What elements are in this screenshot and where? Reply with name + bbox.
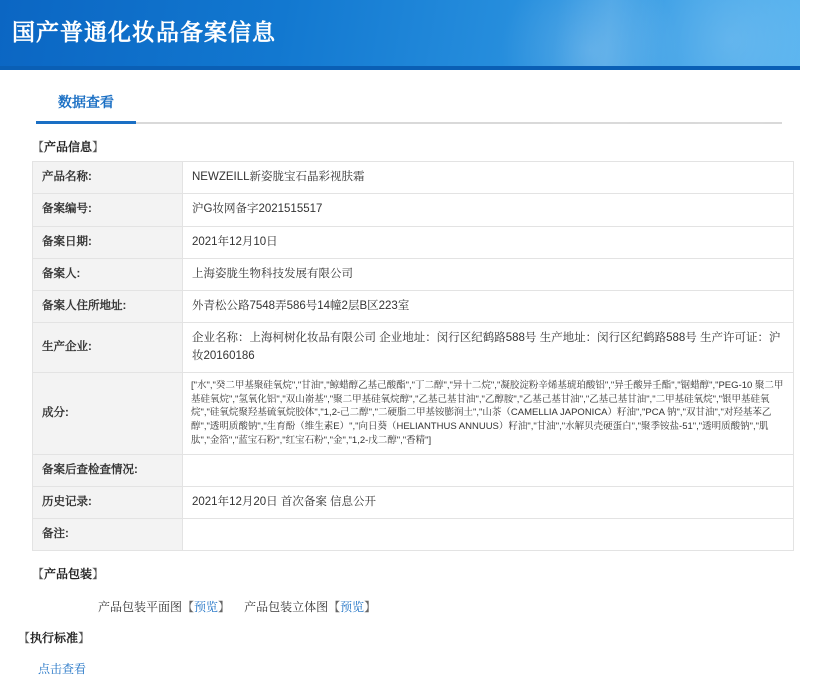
caption-bracket-open: 【 — [32, 140, 45, 154]
header-underline — [0, 66, 800, 70]
row-value-registrant-address: 外青松公路7548弄586号14幢2层B区223室 — [183, 291, 794, 323]
bracket-close: 】 — [364, 600, 377, 615]
product-info-caption — [32, 138, 104, 155]
caption-bracket-open: 【 — [18, 631, 31, 646]
row-value-product-name: NEWZEILL新姿胧宝石晶彩视肤霜 — [183, 162, 794, 194]
caption-bracket-close: 】 — [78, 631, 91, 646]
table-row — [33, 162, 794, 194]
table-row — [33, 519, 794, 551]
row-value-post-record-inspection — [183, 454, 794, 486]
bracket-open: 【 — [328, 600, 341, 615]
page-header — [0, 0, 800, 70]
table-row — [33, 323, 794, 373]
table-row — [33, 372, 794, 454]
packaging-flat-image-label: 产品包装平面图 — [98, 600, 183, 615]
table-row — [33, 454, 794, 486]
packaging-3d-image-label: 产品包装立体图 — [244, 600, 329, 615]
row-value-history: 2021年12月20日 首次备案 信息公开 — [183, 486, 794, 518]
row-label-product-name: 产品名称: — [33, 162, 183, 194]
packaging-3d-preview-link[interactable]: 预览 — [340, 600, 365, 615]
caption-bracket-close: 】 — [92, 567, 105, 582]
bracket-close: 】 — [218, 600, 231, 615]
tab-data-view[interactable]: 数据查看 — [36, 92, 136, 124]
packaging-flat-image — [98, 598, 230, 615]
caption-text: 产品包装 — [44, 567, 93, 582]
packaging-caption — [32, 565, 104, 582]
table-row — [33, 291, 794, 323]
table-row — [33, 258, 794, 290]
caption-text: 产品信息 — [44, 140, 93, 154]
packaging-3d-image — [244, 598, 376, 615]
row-label-record-date: 备案日期: — [33, 226, 183, 258]
standard-caption — [18, 629, 90, 646]
table-row — [33, 486, 794, 518]
row-label-registrant: 备案人: — [33, 258, 183, 290]
packaging-links-row — [32, 598, 782, 615]
row-label-history: 历史记录: — [33, 486, 183, 518]
packaging-flat-preview-link[interactable]: 预览 — [194, 600, 219, 615]
standard-link-row — [32, 660, 782, 677]
row-label-manufacturer: 生产企业: — [33, 323, 183, 373]
row-label-registrant-address: 备案人住所地址: — [33, 291, 183, 323]
row-value-remarks — [183, 519, 794, 551]
caption-text: 执行标准 — [30, 631, 79, 646]
header-streak-decoration — [405, 0, 776, 110]
caption-bracket-open: 【 — [32, 567, 45, 582]
row-label-record-number: 备案编号: — [33, 194, 183, 226]
product-info-table — [32, 161, 794, 551]
bracket-open: 【 — [182, 600, 195, 615]
row-value-record-date: 2021年12月10日 — [183, 226, 794, 258]
row-value-ingredients: ["水","癸二甲基聚硅氧烷","甘油","鲸蜡醇乙基己酸酯","丁二醇","异十二烷","凝胶淀粉辛烯基琥珀酸铝","异壬酸异壬酯","锯蜡醇","PEG-10 聚二甲基硅氧烷","氢氧化铝","双山嵛基","聚二甲基硅氧烷醇","乙基己基甘油","乙醇胺","乙基己基甘油","乙基己基甘油","二甲基硅氧烷","银甲基硅氧烷","硅氧烷聚羟基硫氧烷胶体","1,2-己二醇","二硬脂二甲基铵膨润土","山茶（CAMELLIA JAPONICA）籽油","PCA 钠","双甘油","对羟基苯乙醇","透明质酸钠","生育酚（维生素E）","向日葵（HELIANTHUS ANNUUS）籽油","甘油","水解贝壳硬蛋白","聚季铵盐-51","透明质酸钠","肌肽","金箔","蓝宝石粉","红宝石粉","金","1,2-戊二醇","香精"] — [183, 372, 794, 454]
row-value-manufacturer: 企业名称：上海柯树化妆品有限公司 企业地址：闵行区纪鹤路588号 生产地址：闵行区纪鹤路588号 生产许可证：沪妆20160186 — [183, 323, 794, 373]
content-area — [0, 88, 800, 677]
row-label-post-record-inspection: 备案后查检查情况: — [33, 454, 183, 486]
row-label-remarks: 备注: — [33, 519, 183, 551]
caption-bracket-close: 】 — [92, 140, 105, 154]
row-label-ingredients: 成分: — [33, 372, 183, 454]
page-title: 国产普通化妆品备案信息 — [12, 19, 276, 45]
row-value-registrant: 上海姿胧生物科技发展有限公司 — [183, 258, 794, 290]
standard-view-link[interactable]: 点击查看 — [38, 662, 87, 677]
table-row — [33, 194, 794, 226]
table-row — [33, 226, 794, 258]
row-value-record-number: 沪G妆网备字2021515517 — [183, 194, 794, 226]
